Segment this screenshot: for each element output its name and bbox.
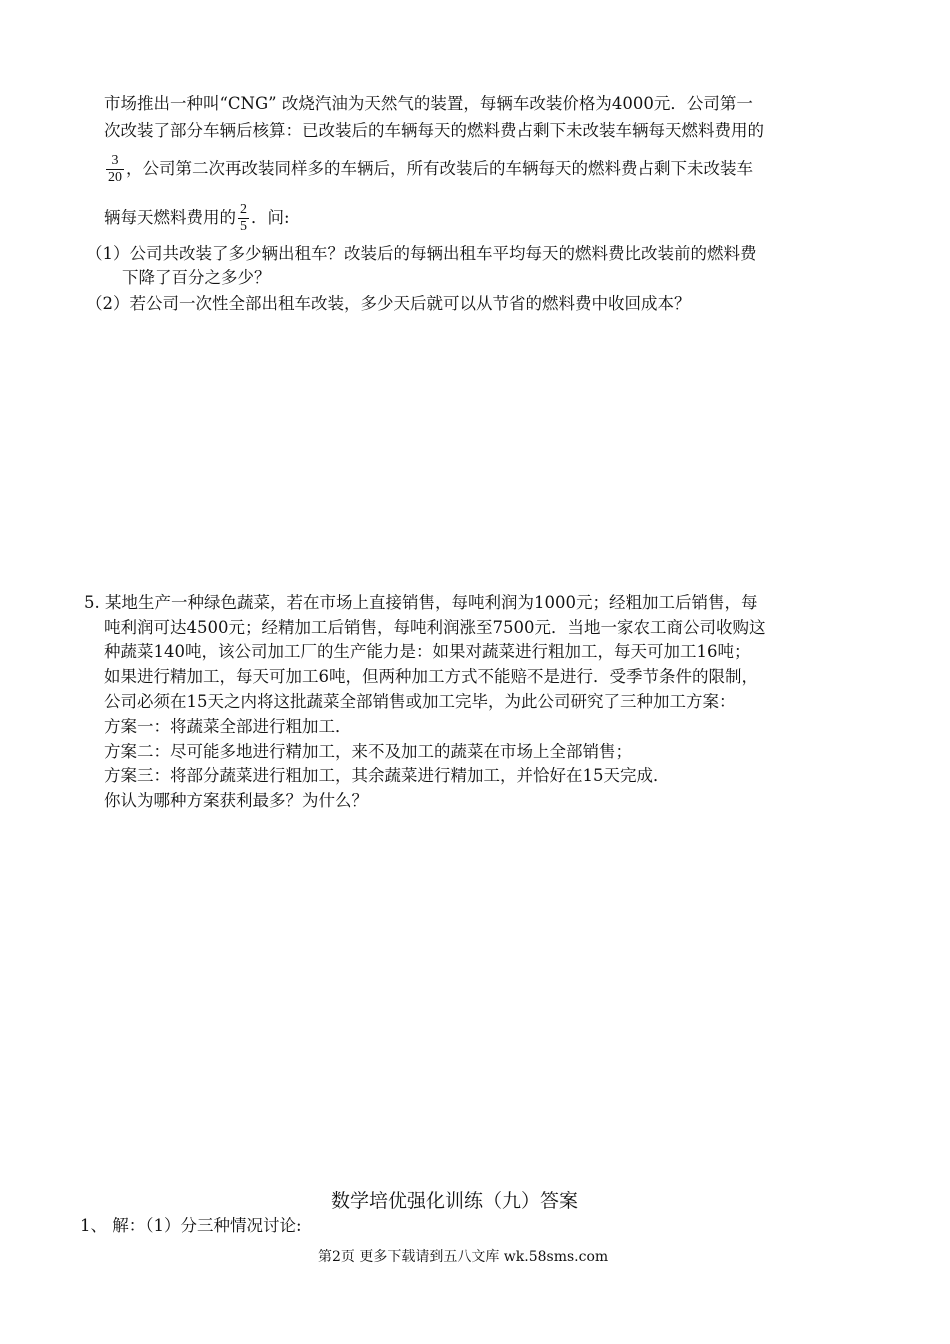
problem4-line-1: 市场推出一种叫“CNG” 改烧汽油为天然气的装置，每辆车改装价格为4000元．公司第一	[104, 94, 753, 113]
problem5-line-1: 5. 某地生产一种绿色蔬菜，若在市场上直接销售，每吨利润为1000元；经粗加工后销售，每	[84, 593, 758, 612]
problem4-line-3-text: ，公司第二次再改装同样多的车辆后，所有改装后的车辆每天的燃料费占剩下未改装车	[126, 159, 753, 178]
fraction-numerator: 3	[106, 153, 124, 170]
fraction-denominator: 20	[108, 170, 122, 185]
problem5-line-2: 吨利润可达4500元；经精加工后销售，每吨利润涨至7500元．当地一家农工商公司收购这	[104, 618, 766, 637]
problem5-line-5: 公司必须在15天之内将这批蔬菜全部销售或加工完毕，为此公司研究了三种加工方案：	[104, 692, 736, 711]
plan-3: 方案三：将部分蔬菜进行粗加工，其余蔬菜进行精加工，并恰好在15天完成．	[104, 766, 670, 785]
problem4-line-4	[104, 202, 290, 235]
problem5-line-3: 种蔬菜140吨，该公司加工厂的生产能力是：如果对蔬菜进行粗加工，每天可加工16吨；	[104, 642, 751, 661]
problem4-line-2: 次改装了部分车辆后核算：已改装后的车辆每天的燃料费占剩下未改装车辆每天燃料费用的	[104, 121, 764, 140]
plan-1: 方案一：将蔬菜全部进行粗加工．	[104, 717, 352, 736]
problem5-question: 你认为哪种方案获利最多？为什么？	[104, 791, 368, 810]
fraction-numerator: 2	[240, 202, 247, 217]
question-2: （2）若公司一次性全部出租车改装，多少天后就可以从节省的燃料费中收回成本？	[86, 294, 691, 313]
page-footer: 第2页 更多下载请到五八文库 wk.58sms.com	[318, 1249, 609, 1265]
problem4-line-4-text: 辆每天燃料费用的	[104, 208, 236, 227]
answer-1-start: 1、 解：（1）分三种情况讨论:	[80, 1216, 302, 1235]
fraction-denominator: 5	[240, 219, 247, 234]
fraction-2-5	[238, 202, 249, 235]
question-1-line-1: （1）公司共改装了多少辆出租车？改装后的每辆出租车平均每天的燃料费比改装前的燃料费	[86, 244, 757, 263]
fraction-3-20	[106, 153, 124, 186]
plan-2: 方案二：尽可能多地进行精加工，来不及加工的蔬菜在市场上全部销售；	[104, 742, 632, 761]
problem5-line-4: 如果进行精加工，每天可加工6吨，但两种加工方式不能赔不是进行．受季节条件的限制，	[104, 667, 758, 686]
answers-title: 数学培优强化训练（九）答案	[331, 1190, 579, 1212]
problem4-line-4-end: ．问:	[251, 208, 290, 227]
question-1-line-2: 下降了百分之多少？	[122, 268, 271, 287]
problem4-line-3	[104, 153, 753, 186]
